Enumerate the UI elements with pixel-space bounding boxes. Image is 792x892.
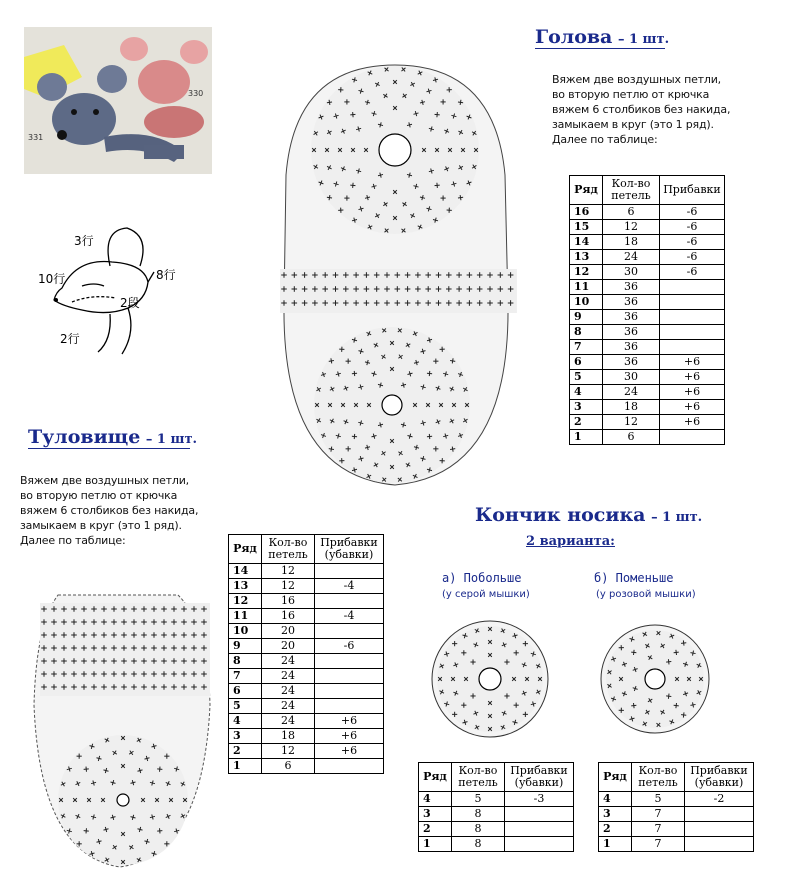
nose-b-table-row bbox=[599, 837, 754, 852]
nose-b-cell-increase: -2 bbox=[685, 792, 754, 807]
body-cell-increase: -4 bbox=[315, 579, 384, 594]
head-cell-row-number: 14 bbox=[570, 235, 603, 250]
head-count: – 1 шт. bbox=[617, 32, 670, 47]
body-cell-increase bbox=[315, 684, 384, 699]
body-table bbox=[228, 534, 384, 774]
body-cell-increase: -6 bbox=[315, 639, 384, 654]
head-cell-row-number: 10 bbox=[570, 295, 603, 310]
head-cell-increase bbox=[660, 295, 725, 310]
body-cell-row-number: 8 bbox=[229, 654, 262, 669]
body-table-row bbox=[229, 729, 384, 744]
head-table-row bbox=[570, 370, 725, 385]
head-cell-stitch-count: 18 bbox=[603, 400, 660, 415]
head-cell-stitch-count: 36 bbox=[603, 340, 660, 355]
body-cell-row-number: 2 bbox=[229, 744, 262, 759]
mice-photo bbox=[24, 27, 212, 174]
nose-variants-label: 2 варианта: bbox=[526, 534, 615, 549]
nose-b-cell-stitch-count: 7 bbox=[632, 807, 685, 822]
head-diagram-svg bbox=[270, 55, 520, 490]
head-cell-stitch-count: 24 bbox=[603, 250, 660, 265]
head-instructions bbox=[552, 72, 730, 147]
body-cell-row-number: 14 bbox=[229, 564, 262, 579]
head-cell-increase bbox=[660, 325, 725, 340]
nose-title bbox=[475, 504, 702, 526]
body-cell-row-number: 9 bbox=[229, 639, 262, 654]
magic-ring bbox=[379, 134, 411, 166]
nose-a-table-row bbox=[419, 807, 574, 822]
body-cell-row-number: 3 bbox=[229, 729, 262, 744]
head-table-row bbox=[570, 355, 725, 370]
nose-a-cell-row-number: 3 bbox=[419, 807, 452, 822]
head-cell-increase: +6 bbox=[660, 415, 725, 430]
body-instruction-line: вяжем 6 столбиков без накида, bbox=[20, 504, 199, 517]
nose-b-cell-increase bbox=[685, 822, 754, 837]
body-title-underline bbox=[28, 448, 190, 449]
nose-title-text: Кончик носика bbox=[475, 504, 646, 526]
nose-b-table-row bbox=[599, 792, 754, 807]
mice-photo-drawing bbox=[24, 27, 212, 174]
nose-b-cell-increase bbox=[685, 807, 754, 822]
head-table-row bbox=[570, 205, 725, 220]
head-header-count: Кол-во петель bbox=[603, 176, 660, 205]
head-cell-row-number: 16 bbox=[570, 205, 603, 220]
head-cell-row-number: 4 bbox=[570, 385, 603, 400]
body-cell-increase: +6 bbox=[315, 729, 384, 744]
head-cell-increase: +6 bbox=[660, 355, 725, 370]
nose-a-cell-increase bbox=[505, 837, 574, 852]
body-cell-increase: +6 bbox=[315, 714, 384, 729]
head-cell-row-number: 3 bbox=[570, 400, 603, 415]
head-table-row bbox=[570, 265, 725, 280]
head-cell-row-number: 6 bbox=[570, 355, 603, 370]
body-table-row bbox=[229, 744, 384, 759]
body-cell-increase bbox=[315, 699, 384, 714]
nose-a-table-row bbox=[419, 837, 574, 852]
body-instruction-line: замыкаем в круг (это 1 ряд). bbox=[20, 519, 182, 532]
nose-b-cell-row-number: 3 bbox=[599, 807, 632, 822]
body-cell-stitch-count: 16 bbox=[262, 594, 315, 609]
body-cell-row-number: 5 bbox=[229, 699, 262, 714]
body-cell-stitch-count: 24 bbox=[262, 684, 315, 699]
nose-variant-a-label: а) Побольше bbox=[442, 571, 522, 585]
nose-variant-b-label: б) Поменьше bbox=[594, 571, 674, 585]
magic-ring bbox=[117, 794, 129, 806]
nose-a-cell-row-number: 4 bbox=[419, 792, 452, 807]
head-cell-stitch-count: 36 bbox=[603, 325, 660, 340]
head-table-row bbox=[570, 430, 725, 445]
body-cell-stitch-count: 24 bbox=[262, 714, 315, 729]
nose-a-header-row: Ряд bbox=[419, 763, 452, 792]
head-table-row bbox=[570, 340, 725, 355]
body-instruction-line: Вяжем две воздушных петли, bbox=[20, 474, 189, 487]
head-cell-row-number: 1 bbox=[570, 430, 603, 445]
body-table-row bbox=[229, 654, 384, 669]
body-cell-row-number: 10 bbox=[229, 624, 262, 639]
head-cell-row-number: 11 bbox=[570, 280, 603, 295]
nose-a-table-header bbox=[419, 763, 574, 792]
mouse-sketch-drawing bbox=[32, 222, 182, 367]
body-cell-row-number: 6 bbox=[229, 684, 262, 699]
body-cell-stitch-count: 12 bbox=[262, 579, 315, 594]
body-cell-row-number: 13 bbox=[229, 579, 262, 594]
body-cell-stitch-count: 24 bbox=[262, 669, 315, 684]
head-table-row bbox=[570, 400, 725, 415]
body-table-row bbox=[229, 609, 384, 624]
body-cell-stitch-count: 18 bbox=[262, 729, 315, 744]
head-table-header bbox=[570, 176, 725, 205]
nose-a-cell-increase bbox=[505, 807, 574, 822]
body-table-row bbox=[229, 639, 384, 654]
body-title-text: Туловище bbox=[28, 426, 141, 448]
nose-a-cell-stitch-count: 8 bbox=[452, 822, 505, 837]
head-cell-increase bbox=[660, 310, 725, 325]
head-cell-increase: +6 bbox=[660, 400, 725, 415]
head-instruction-line: Вяжем две воздушных петли, bbox=[552, 73, 721, 86]
photo-label-331: 331 bbox=[28, 133, 44, 142]
head-cell-stitch-count: 30 bbox=[603, 265, 660, 280]
nose-b-diagram-svg bbox=[596, 620, 714, 738]
nose-a-table bbox=[418, 762, 574, 852]
head-cell-increase: +6 bbox=[660, 370, 725, 385]
nose-a-cell-stitch-count: 5 bbox=[452, 792, 505, 807]
body-title bbox=[28, 426, 197, 448]
head-instruction-line: во вторую петлю от крючка bbox=[552, 88, 710, 101]
sketch-label-row3: 3行 bbox=[74, 234, 94, 248]
nose-b-table-row bbox=[599, 822, 754, 837]
nose-b-crochet-diagram bbox=[596, 620, 714, 738]
head-cell-stitch-count: 36 bbox=[603, 280, 660, 295]
head-cell-increase: -6 bbox=[660, 205, 725, 220]
nose-a-cell-stitch-count: 8 bbox=[452, 807, 505, 822]
head-cell-row-number: 8 bbox=[570, 325, 603, 340]
nose-a-cell-increase bbox=[505, 822, 574, 837]
body-table-row bbox=[229, 669, 384, 684]
head-table-row bbox=[570, 295, 725, 310]
sketch-label-row2: 2行 bbox=[60, 332, 80, 346]
head-title-underline bbox=[535, 48, 665, 49]
nose-b-table-header bbox=[599, 763, 754, 792]
mouse-sketch bbox=[32, 222, 182, 367]
head-table-row bbox=[570, 280, 725, 295]
head-cell-stitch-count: 30 bbox=[603, 370, 660, 385]
head-cell-row-number: 9 bbox=[570, 310, 603, 325]
nose-a-cell-stitch-count: 8 bbox=[452, 837, 505, 852]
head-instruction-line: Далее по таблице: bbox=[552, 133, 658, 146]
nose-b-cell-stitch-count: 7 bbox=[632, 837, 685, 852]
head-cell-stitch-count: 6 bbox=[603, 430, 660, 445]
body-table-row bbox=[229, 564, 384, 579]
body-instruction-line: Далее по таблице: bbox=[20, 534, 126, 547]
head-cell-increase bbox=[660, 430, 725, 445]
head-cell-increase: -6 bbox=[660, 265, 725, 280]
body-crochet-diagram bbox=[28, 585, 213, 870]
head-instruction-line: замыкаем в круг (это 1 ряд). bbox=[552, 118, 714, 131]
body-cell-increase bbox=[315, 594, 384, 609]
nose-b-cell-stitch-count: 7 bbox=[632, 822, 685, 837]
head-cell-stitch-count: 36 bbox=[603, 310, 660, 325]
head-cell-row-number: 15 bbox=[570, 220, 603, 235]
nose-a-table-row bbox=[419, 822, 574, 837]
body-cell-row-number: 11 bbox=[229, 609, 262, 624]
nose-b-cell-row-number: 1 bbox=[599, 837, 632, 852]
body-cell-increase: +6 bbox=[315, 744, 384, 759]
head-cell-row-number: 7 bbox=[570, 340, 603, 355]
body-table-header bbox=[229, 535, 384, 564]
nose-a-table-row bbox=[419, 792, 574, 807]
body-table-row bbox=[229, 684, 384, 699]
body-cell-increase bbox=[315, 564, 384, 579]
nose-b-cell-row-number: 2 bbox=[599, 822, 632, 837]
head-table-row bbox=[570, 220, 725, 235]
head-table bbox=[569, 175, 725, 445]
nose-b-header-increase: Прибавки (убавки) bbox=[685, 763, 754, 792]
head-cell-stitch-count: 18 bbox=[603, 235, 660, 250]
nose-a-header-count: Кол-во петель bbox=[452, 763, 505, 792]
nose-a-diagram-svg bbox=[426, 614, 554, 744]
body-count: – 1 шт. bbox=[145, 432, 198, 447]
head-cell-increase bbox=[660, 280, 725, 295]
nose-b-header-row: Ряд bbox=[599, 763, 632, 792]
body-table-row bbox=[229, 624, 384, 639]
nose-b-table bbox=[598, 762, 754, 852]
head-cell-stitch-count: 36 bbox=[603, 355, 660, 370]
head-table-row bbox=[570, 325, 725, 340]
body-cell-increase bbox=[315, 654, 384, 669]
photo-label-330: 330 bbox=[188, 89, 204, 98]
nose-variant-b-note: (у розовой мышки) bbox=[596, 589, 696, 600]
body-header-row: Ряд bbox=[229, 535, 262, 564]
magic-ring bbox=[382, 395, 402, 415]
head-header-increase: Прибавки bbox=[660, 176, 725, 205]
body-header-count: Кол-во петель bbox=[262, 535, 315, 564]
body-cell-row-number: 7 bbox=[229, 669, 262, 684]
head-cell-increase: +6 bbox=[660, 385, 725, 400]
head-table-row bbox=[570, 250, 725, 265]
body-diagram-svg bbox=[28, 585, 213, 870]
head-instruction-line: вяжем 6 столбиков без накида, bbox=[552, 103, 731, 116]
head-title bbox=[535, 26, 669, 48]
body-table-row bbox=[229, 594, 384, 609]
nose-b-cell-row-number: 4 bbox=[599, 792, 632, 807]
head-cell-increase: -6 bbox=[660, 250, 725, 265]
nose-a-cell-increase: -3 bbox=[505, 792, 574, 807]
magic-ring bbox=[645, 669, 665, 689]
head-crochet-diagram bbox=[270, 55, 520, 490]
head-title-text: Голова bbox=[535, 26, 613, 48]
body-cell-stitch-count: 6 bbox=[262, 759, 315, 774]
head-table-row bbox=[570, 310, 725, 325]
nose-a-crochet-diagram bbox=[426, 614, 554, 744]
nose-count: – 1 шт. bbox=[651, 510, 703, 525]
nose-b-table-row bbox=[599, 807, 754, 822]
head-table-row bbox=[570, 235, 725, 250]
head-cell-row-number: 13 bbox=[570, 250, 603, 265]
head-cell-stitch-count: 6 bbox=[603, 205, 660, 220]
body-cell-stitch-count: 16 bbox=[262, 609, 315, 624]
body-cell-stitch-count: 20 bbox=[262, 624, 315, 639]
head-table-row bbox=[570, 385, 725, 400]
nose-b-header-count: Кол-во петель bbox=[632, 763, 685, 792]
body-instruction-line: во вторую петлю от крючка bbox=[20, 489, 178, 502]
nose-variant-a-note: (у серой мышки) bbox=[442, 589, 530, 600]
pink-mouse-head bbox=[138, 60, 190, 104]
body-cell-stitch-count: 24 bbox=[262, 699, 315, 714]
sketch-label-row8: 8行 bbox=[156, 268, 176, 282]
body-table-row bbox=[229, 714, 384, 729]
body-table-row bbox=[229, 759, 384, 774]
head-cell-stitch-count: 12 bbox=[603, 415, 660, 430]
nose-b-cell-stitch-count: 5 bbox=[632, 792, 685, 807]
head-table-row bbox=[570, 415, 725, 430]
body-cell-row-number: 12 bbox=[229, 594, 262, 609]
body-header-increase: Прибавки (убавки) bbox=[315, 535, 384, 564]
head-cell-stitch-count: 36 bbox=[603, 295, 660, 310]
body-cell-stitch-count: 12 bbox=[262, 564, 315, 579]
head-cell-row-number: 2 bbox=[570, 415, 603, 430]
head-cell-stitch-count: 12 bbox=[603, 220, 660, 235]
body-cell-stitch-count: 12 bbox=[262, 744, 315, 759]
body-table-row bbox=[229, 699, 384, 714]
head-cell-increase: -6 bbox=[660, 220, 725, 235]
diagram-shade bbox=[280, 269, 517, 313]
head-cell-row-number: 5 bbox=[570, 370, 603, 385]
nose-a-cell-row-number: 2 bbox=[419, 822, 452, 837]
head-header-row: Ряд bbox=[570, 176, 603, 205]
body-instructions bbox=[20, 473, 198, 548]
body-cell-increase bbox=[315, 624, 384, 639]
body-cell-row-number: 4 bbox=[229, 714, 262, 729]
body-cell-increase bbox=[315, 759, 384, 774]
head-cell-stitch-count: 24 bbox=[603, 385, 660, 400]
body-cell-stitch-count: 24 bbox=[262, 654, 315, 669]
head-cell-increase bbox=[660, 340, 725, 355]
body-cell-stitch-count: 20 bbox=[262, 639, 315, 654]
sketch-label-stage2: 2段 bbox=[120, 296, 140, 310]
body-cell-row-number: 1 bbox=[229, 759, 262, 774]
nose-a-cell-row-number: 1 bbox=[419, 837, 452, 852]
nose-b-cell-increase bbox=[685, 837, 754, 852]
head-cell-increase: -6 bbox=[660, 235, 725, 250]
magic-ring bbox=[479, 668, 501, 690]
nose-a-header-increase: Прибавки (убавки) bbox=[505, 763, 574, 792]
body-cell-increase bbox=[315, 669, 384, 684]
body-table-row bbox=[229, 579, 384, 594]
body-cell-increase: -4 bbox=[315, 609, 384, 624]
head-cell-row-number: 12 bbox=[570, 265, 603, 280]
sketch-label-row10: 10行 bbox=[38, 272, 66, 286]
